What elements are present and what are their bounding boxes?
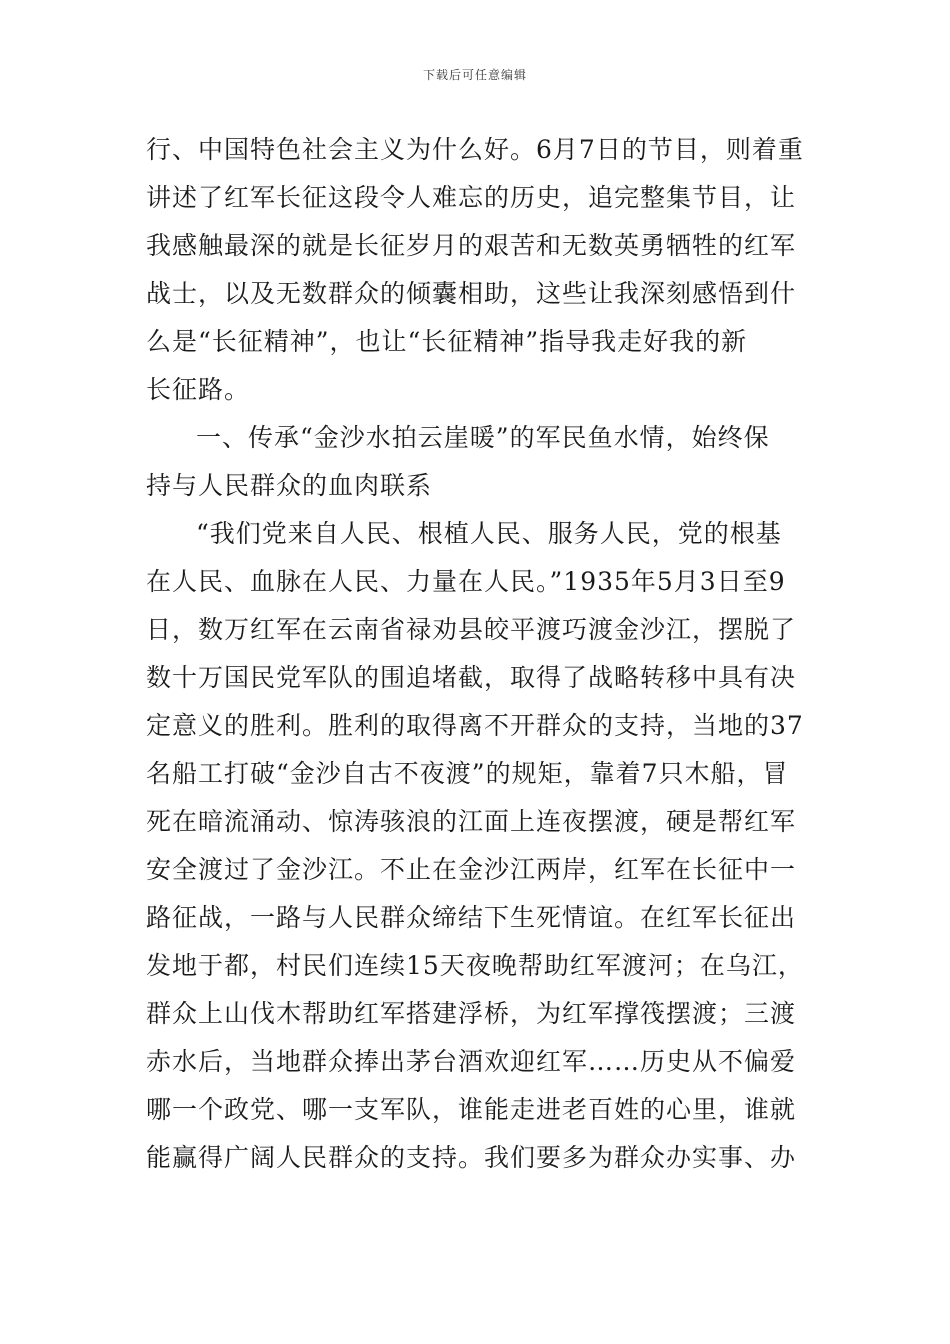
text-line: 哪一个政党、哪一支军队，谁能走进老百姓的心里，谁就	[146, 1095, 797, 1124]
text-line: 在人民、血脉在人民、力量在人民。”1935年5月3日至9	[146, 567, 786, 596]
text-line: 讲述了红军长征这段令人难忘的历史，追完整集节目，让	[146, 183, 797, 212]
text-line: 数十万国民党军队的围追堵截，取得了战略转移中具有决	[146, 663, 797, 692]
text-line: 长征路。	[146, 375, 251, 404]
text-line: 么是“长征精神”，也让“长征精神”指导我走好我的新	[146, 327, 748, 356]
text-line: 安全渡过了金沙江。不止在金沙江两岸，红军在长征中一	[146, 855, 797, 884]
body-text	[146, 126, 806, 1182]
text-line: 战士，以及无数群众的倾囊相助，这些让我深刻感悟到什	[146, 279, 797, 308]
text-line: 定意义的胜利。胜利的取得离不开群众的支持，当地的37	[146, 711, 804, 740]
text-line: 发地于都，村民们连续15天夜晚帮助红军渡河；在乌江，	[146, 951, 804, 980]
text-line: 死在暗流涌动、惊涛骇浪的江面上连夜摆渡，硬是帮红军	[146, 807, 797, 836]
text-line: 群众上山伐木帮助红军搭建浮桥，为红军撑筏摆渡；三渡	[146, 999, 797, 1028]
text-line: 赤水后，当地群众捧出茅台酒欢迎红军……历史从不偏爱	[146, 1047, 797, 1076]
section-heading-line: 持与人民群众的血肉联系	[146, 471, 433, 500]
text-line: 我感触最深的就是长征岁月的艰苦和无数英勇牺牲的红军	[146, 231, 797, 260]
page-header-note: 下载后可任意编辑	[422, 68, 527, 82]
section-heading-line: 一、传承“金沙水拍云崖暖”的军民鱼水情，始终保	[196, 423, 770, 452]
text-line: 行、中国特色社会主义为什么好。6月7日的节目，则着重	[146, 135, 804, 164]
text-line: 名船工打破“金沙自古不夜渡”的规矩，靠着7只木船，冒	[146, 759, 789, 788]
text-line: 路征战，一路与人民群众缔结下生死情谊。在红军长征出	[146, 903, 797, 932]
text-line: 日，数万红军在云南省禄劝县皎平渡巧渡金沙江，摆脱了	[146, 615, 797, 644]
text-line: 能赢得广阔人民群众的支持。我们要多为群众办实事、办	[146, 1143, 797, 1172]
text-line: “我们党来自人民、根植人民、服务人民，党的根基	[196, 519, 782, 548]
